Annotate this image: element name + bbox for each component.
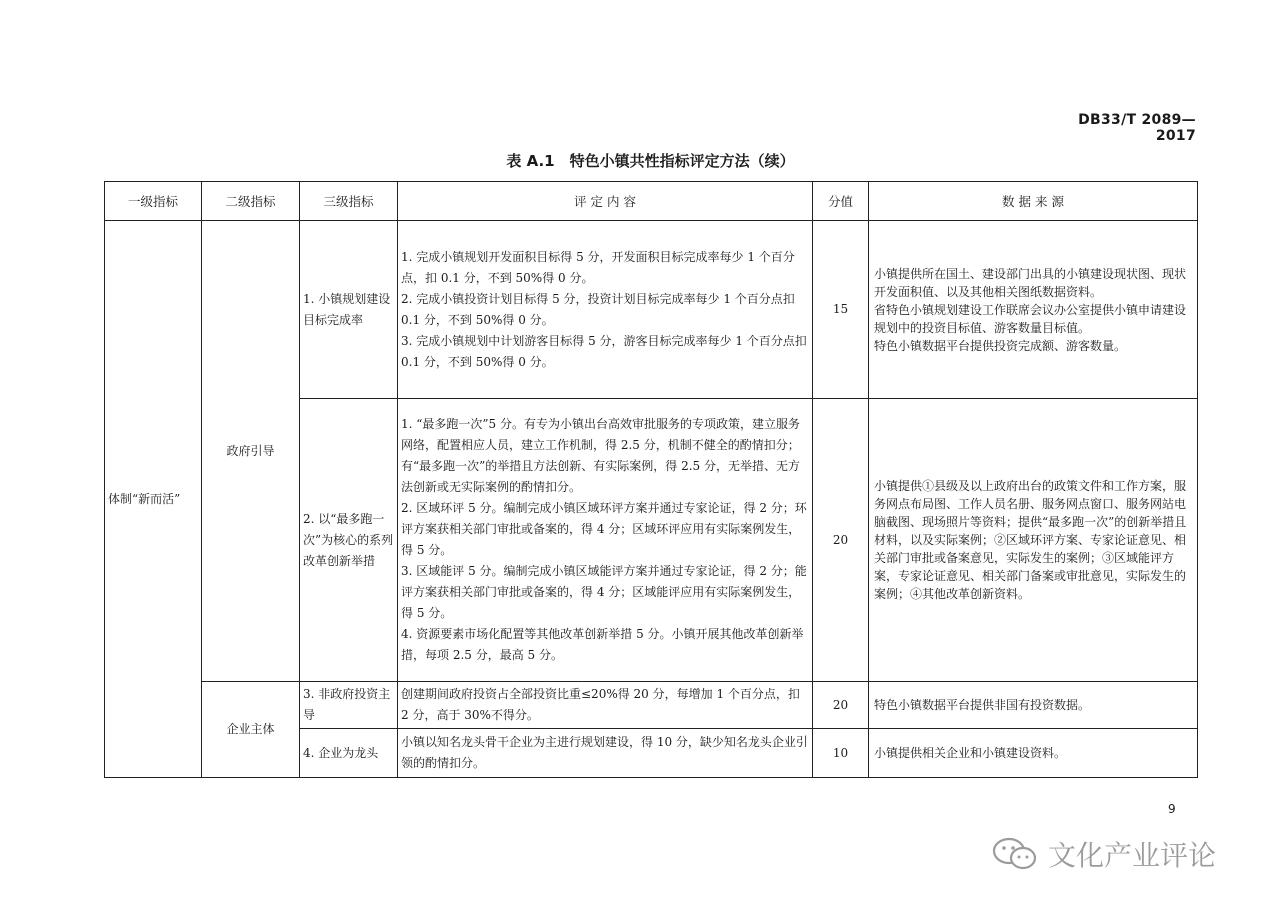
table-title: 表 A.1 特色小镇共性指标评定方法（续） [506, 152, 795, 170]
content-item: 小镇以知名龙头骨干企业为主进行规划建设，得 10 分，缺少知名龙头企业引领的酌情扣分。 [401, 735, 808, 770]
score-value: 20 [813, 399, 869, 682]
column-header-content: 评 定 内 容 [398, 182, 813, 221]
evaluation-content [398, 221, 813, 399]
content-item: 3. 完成小镇规划中计划游客目标得 5 分，游客目标完成率每少 1 个百分点扣 0.1 分，不到 50%得 0 分。 [401, 333, 807, 369]
data-source [869, 221, 1198, 399]
data-source [869, 729, 1198, 778]
table-row [105, 221, 1198, 399]
level3-indicator: 2. 以“最多跑一次”为核心的系列改革创新举措 [300, 399, 398, 682]
data-source [869, 399, 1198, 682]
level3-indicator: 4. 企业为龙头 [300, 729, 398, 778]
level1-indicator: 体制“新而活” [105, 221, 202, 778]
content-item: 1. “最多跑一次”5 分。有专为小镇出台高效审批服务的专项政策，建立服务网络，配置相应人员，建立工作机制，得 2.5 分，机制不健全的酌情扣分；有“最多跑一次”的举措且方法创新、有实际案例，得 2.5 分，无举措、无方法创新或无实际案例的酌情扣分。 [401, 417, 800, 494]
column-header-score: 分值 [813, 182, 869, 221]
page-number: 9 [1168, 802, 1176, 816]
score-value: 15 [813, 221, 869, 399]
evaluation-content [398, 682, 813, 729]
wechat-icon [990, 836, 1040, 872]
level2-indicator-government: 政府引导 [202, 221, 300, 682]
table-header-row [105, 182, 1198, 221]
source-item: 小镇提供①县级及以上政府出台的政策文件和工作方案，服务网点布局图、工作人员名册、服务网点窗口、服务网站电脑截图、现场照片等资料；提供“最多跑一次”的创新举措且材料，以及实际案例；②区域环评方案、专家论证意见、相关部门审批或备案意见，实际发生的案例；③区域能评方案，专家论证意见、相关部门备案或审批意见，实际发生的案例；④其他改革创新资料。 [874, 479, 1187, 601]
content-item: 创建期间政府投资占全部投资比重≤20%得 20 分，每增加 1 个百分点，扣 2 分，高于 30%不得分。 [401, 687, 800, 722]
evaluation-content [398, 399, 813, 682]
content-item: 2. 完成小镇投资计划目标得 5 分，投资计划目标完成率每少 1 个百分点扣 0.1 分，不到 50%得 0 分。 [401, 291, 795, 327]
data-source [869, 682, 1198, 729]
level3-indicator: 1. 小镇规划建设目标完成率 [300, 221, 398, 399]
source-item: 特色小镇数据平台提供非国有投资数据。 [874, 698, 1091, 712]
standard-code: DB33/T 2089—2017 [1078, 112, 1196, 144]
content-item: 2. 区域环评 5 分。编制完成小镇区域环评方案并通过专家论证，得 2 分；环评方案获相关部门审批或备案的，得 4 分；区域环评应用有实际案例发生，得 5 分。 [401, 501, 807, 557]
source-item: 小镇提供相关企业和小镇建设资料。 [874, 746, 1067, 760]
evaluation-table [104, 181, 1198, 778]
column-header-level2: 二级指标 [202, 182, 300, 221]
watermark-text: 文化产业评论 [1048, 839, 1217, 872]
source-item: 特色小镇数据平台提供投资完成额、游客数量。 [874, 338, 1127, 353]
watermark [990, 834, 1216, 874]
content-item: 4. 资源要素市场化配置等其他改革创新举措 5 分。小镇开展其他改革创新举措，每项 2.5 分，最高 5 分。 [401, 627, 804, 662]
content-item: 3. 区域能评 5 分。编制完成小镇区域能评方案并通过专家论证，得 2 分；能评方案获相关部门审批或备案的，得 4 分；区域能评应用有实际案例发生，得 5 分。 [401, 564, 807, 620]
source-item: 小镇提供所在国土、建设部门出具的小镇建设现状图、现状开发面积值、以及其他相关图纸数据资料。 [874, 266, 1187, 299]
level3-indicator: 3. 非政府投资主导 [300, 682, 398, 729]
table-row [105, 682, 1198, 729]
source-item: 省特色小镇规划建设工作联席会议办公室提供小镇申请建设规划中的投资目标值、游客数量目标值。 [874, 302, 1187, 335]
level2-indicator-enterprise: 企业主体 [202, 682, 300, 778]
column-header-source: 数 据 来 源 [869, 182, 1198, 221]
score-value: 10 [813, 729, 869, 778]
score-value: 20 [813, 682, 869, 729]
column-header-level3: 三级指标 [300, 182, 398, 221]
column-header-level1: 一级指标 [105, 182, 202, 221]
content-item: 1. 完成小镇规划开发面积目标得 5 分，开发面积目标完成率每少 1 个百分点，扣 0.1 分，不到 50%得 0 分。 [401, 249, 795, 285]
evaluation-content [398, 729, 813, 778]
